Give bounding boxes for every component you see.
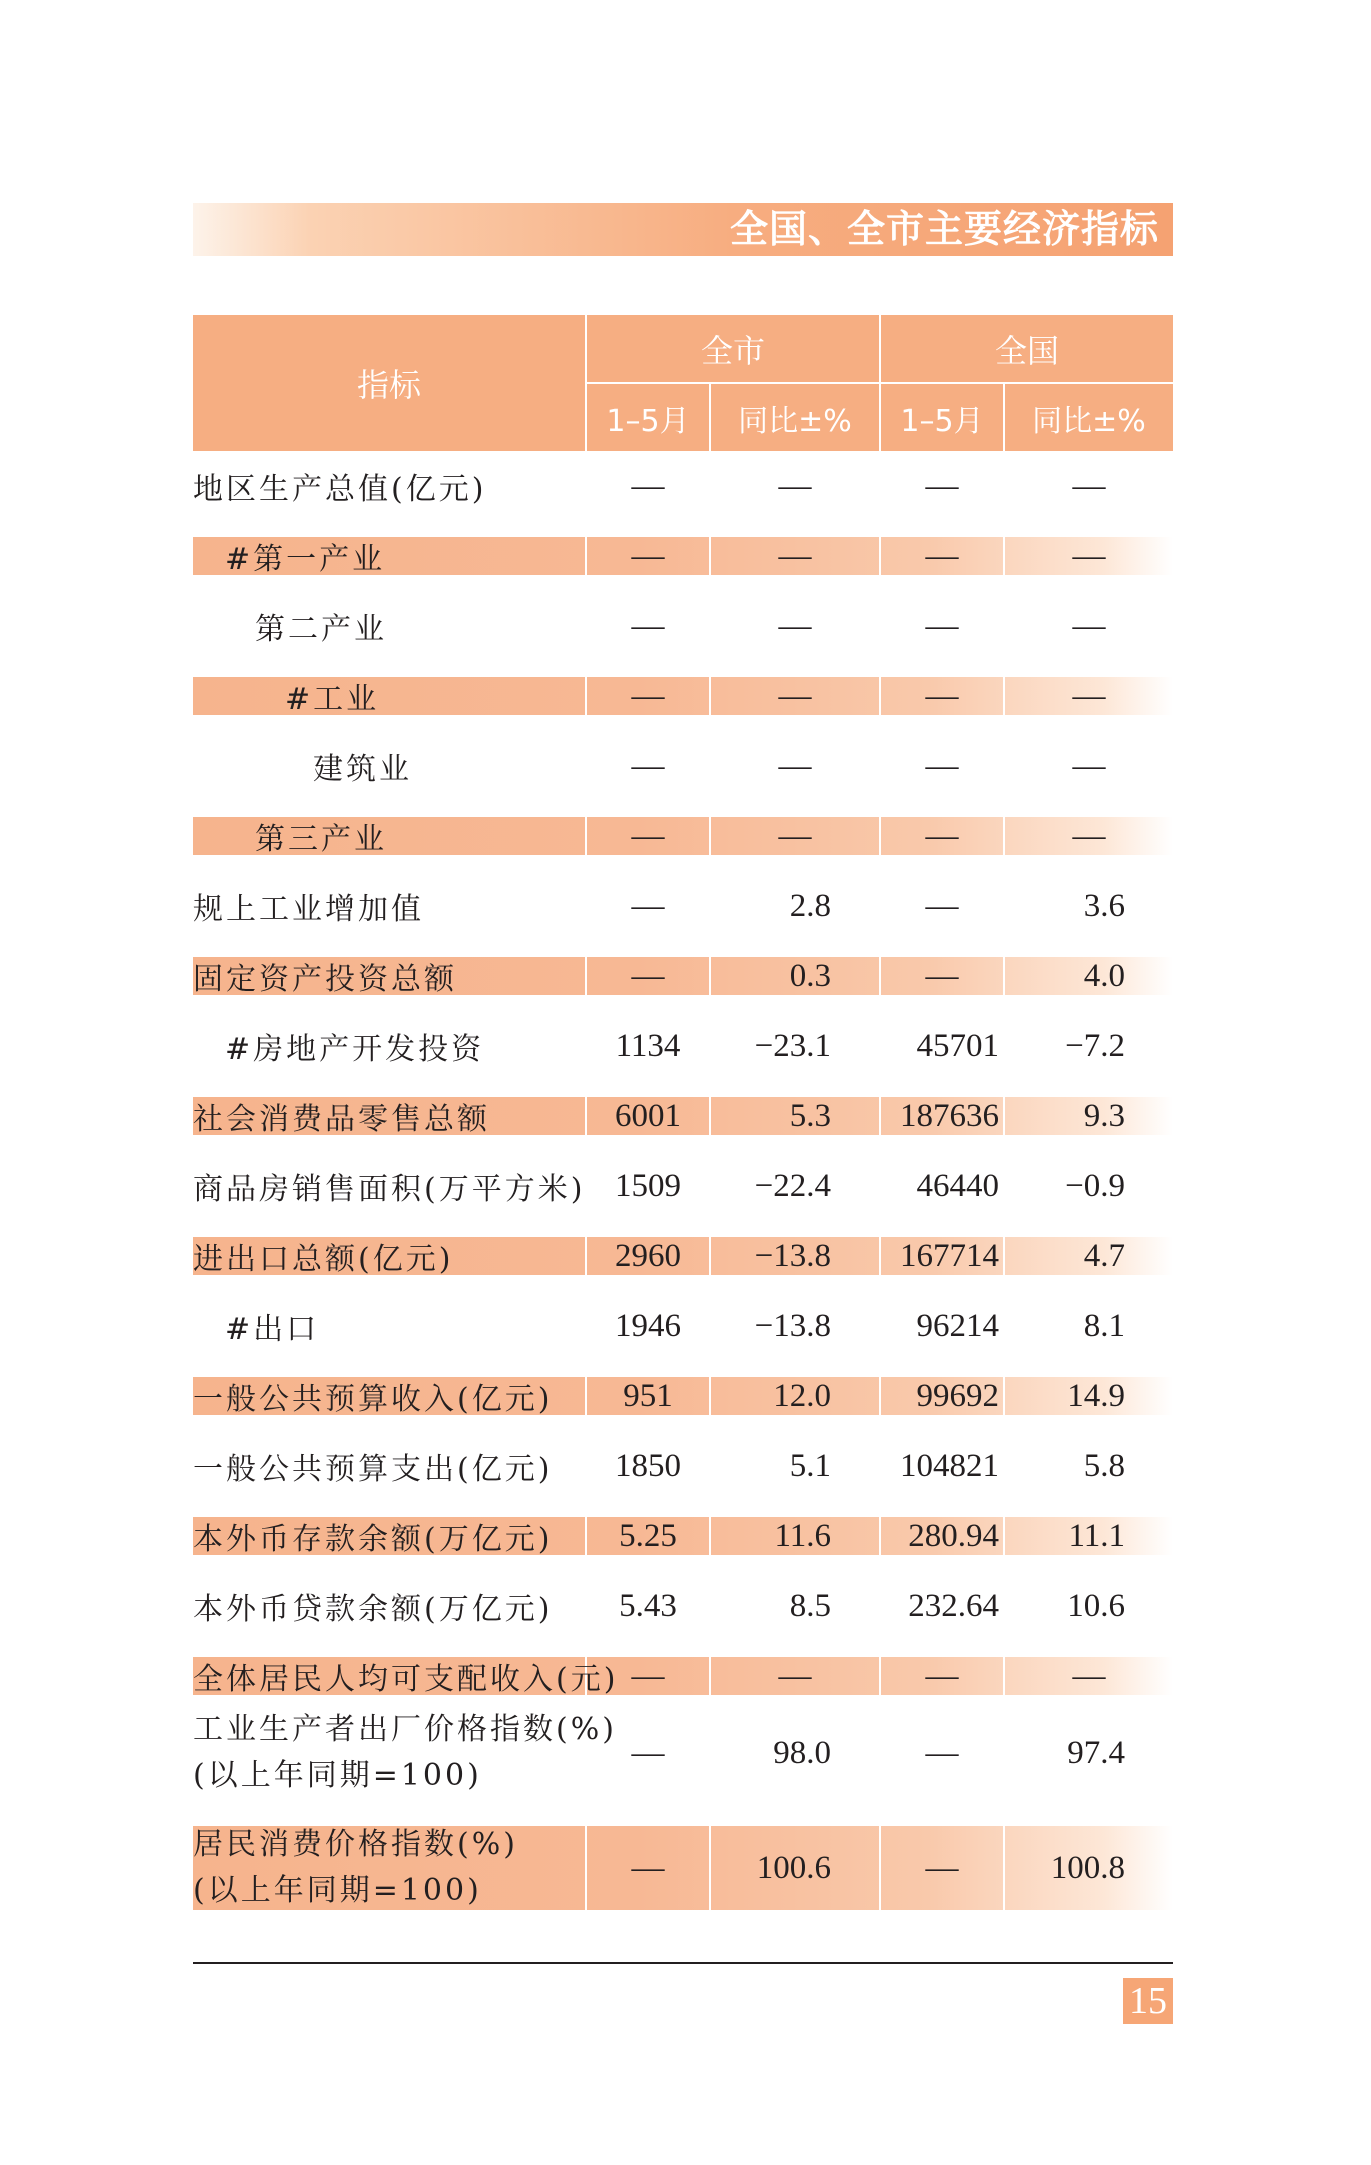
city-yoy-value: — (778, 747, 812, 784)
page-number: 15 (1123, 1978, 1173, 2024)
nation-period-value: 96214 (916, 1307, 999, 1344)
city-period-value: — (631, 1849, 665, 1886)
nation-period-value: — (925, 1849, 959, 1886)
nation-period-value: — (925, 467, 959, 504)
nation-yoy-value: 14.9 (1067, 1377, 1125, 1414)
nation-period-value: — (925, 537, 959, 574)
header-indicator: 指标 (193, 315, 585, 451)
city-yoy-value: 0.3 (789, 957, 831, 994)
table-row (193, 467, 1173, 505)
row-label: #工业 (285, 682, 380, 717)
nation-yoy-value: — (1072, 817, 1106, 854)
table-row (193, 1447, 1173, 1485)
header-nation-period: 1–5月 (881, 384, 1003, 451)
header-nation-yoy: 同比±% (1005, 384, 1173, 451)
city-period-value: 5.25 (619, 1517, 677, 1554)
footer-rule (193, 1962, 1173, 1964)
city-period-value: — (631, 747, 665, 784)
city-yoy-value: — (778, 607, 812, 644)
city-period-value: 1946 (615, 1307, 681, 1344)
row-label-line1: 工业生产者出厂价格指数(%) (193, 1712, 617, 1747)
city-yoy-value: — (778, 817, 812, 854)
nation-yoy-value: 97.4 (1067, 1734, 1125, 1771)
city-period-value: — (631, 537, 665, 574)
nation-yoy-value: — (1072, 677, 1106, 714)
nation-yoy-value: −0.9 (1065, 1167, 1125, 1204)
nation-yoy-value: 4.0 (1083, 957, 1125, 994)
table-row (193, 1657, 1173, 1695)
header-city-period: 1–5月 (587, 384, 709, 451)
row-label: 进出口总额(亿元) (193, 1242, 454, 1277)
city-period-value: — (631, 887, 665, 924)
row-label: 商品房销售面积(万平方米) (193, 1172, 586, 1207)
nation-period-value: — (925, 747, 959, 784)
city-period-value: — (631, 1734, 665, 1771)
table-row (193, 1027, 1173, 1065)
city-yoy-value: 8.5 (789, 1587, 831, 1624)
row-label-line2: (以上年同期=100) (193, 1758, 482, 1793)
table-row (193, 607, 1173, 645)
nation-period-value: 167714 (900, 1237, 999, 1274)
city-yoy-value: — (778, 1657, 812, 1694)
city-period-value: 1134 (615, 1027, 681, 1064)
nation-yoy-value: 8.1 (1083, 1307, 1125, 1344)
row-label: 一般公共预算收入(亿元) (193, 1382, 553, 1417)
row-label: 本外币贷款余额(万亿元) (193, 1592, 553, 1627)
table-row (193, 1237, 1173, 1275)
table-row (193, 1711, 1173, 1795)
nation-yoy-value: 4.7 (1083, 1237, 1125, 1274)
row-label: 规上工业增加值 (193, 892, 424, 927)
row-label: #第一产业 (225, 542, 386, 577)
nation-period-value: 232.64 (908, 1587, 999, 1624)
page-title: 全国、全市主要经济指标 (729, 207, 1159, 251)
table-row (193, 677, 1173, 715)
nation-period-value: — (925, 957, 959, 994)
nation-yoy-value: — (1072, 607, 1106, 644)
row-label: 社会消费品零售总额 (193, 1102, 490, 1137)
city-period-value: — (631, 817, 665, 854)
row-label: #房地产开发投资 (225, 1032, 485, 1067)
city-period-value: — (631, 957, 665, 994)
table-row (193, 1587, 1173, 1625)
nation-period-value: 46440 (916, 1167, 999, 1204)
row-label: 建筑业 (313, 752, 412, 787)
city-yoy-value: −13.8 (754, 1307, 831, 1344)
city-yoy-value: — (778, 467, 812, 504)
nation-yoy-value: 100.8 (1050, 1849, 1125, 1886)
nation-period-value: — (925, 887, 959, 924)
city-yoy-value: — (778, 537, 812, 574)
city-period-value: 6001 (615, 1097, 681, 1134)
nation-yoy-value: — (1072, 747, 1106, 784)
nation-period-value: — (925, 817, 959, 854)
city-yoy-value: 5.3 (789, 1097, 831, 1134)
row-label: #出口 (225, 1312, 320, 1347)
row-label: 地区生产总值(亿元) (193, 472, 487, 507)
row-label: 一般公共预算支出(亿元) (193, 1452, 553, 1487)
nation-period-value: — (925, 677, 959, 714)
header-nation: 全国 (881, 315, 1173, 382)
city-yoy-value: — (778, 677, 812, 714)
nation-yoy-value: 11.1 (1068, 1517, 1125, 1554)
city-period-value: 1850 (615, 1447, 681, 1484)
city-period-value: — (631, 607, 665, 644)
nation-period-value: 104821 (900, 1447, 999, 1484)
row-label: 第二产业 (255, 612, 387, 647)
nation-yoy-value: — (1072, 467, 1106, 504)
table-row (193, 817, 1173, 855)
nation-period-value: — (925, 1734, 959, 1771)
city-yoy-value: −23.1 (754, 1027, 831, 1064)
nation-yoy-value: 10.6 (1067, 1587, 1125, 1624)
city-yoy-value: 11.6 (774, 1517, 831, 1554)
city-yoy-value: −22.4 (754, 1167, 831, 1204)
city-yoy-value: 12.0 (773, 1377, 831, 1414)
nation-period-value: — (925, 607, 959, 644)
row-label-line2: (以上年同期=100) (193, 1873, 482, 1908)
nation-period-value: 187636 (900, 1097, 999, 1134)
table-header (193, 315, 1173, 451)
city-period-value: — (631, 467, 665, 504)
row-label: 全体居民人均可支配收入(元) (193, 1662, 619, 1697)
nation-yoy-value: −7.2 (1065, 1027, 1125, 1064)
table-row (193, 1517, 1173, 1555)
table-row (193, 1307, 1173, 1345)
nation-period-value: 99692 (916, 1377, 999, 1414)
header-city-yoy: 同比±% (711, 384, 879, 451)
header-city: 全市 (587, 315, 879, 382)
city-period-value: 1509 (615, 1167, 681, 1204)
nation-period-value: 280.94 (908, 1517, 999, 1554)
city-yoy-value: 2.8 (789, 887, 831, 924)
table-row (193, 537, 1173, 575)
table-row (193, 1377, 1173, 1415)
nation-yoy-value: — (1072, 537, 1106, 574)
table-row (193, 957, 1173, 995)
city-period-value: 951 (623, 1377, 673, 1414)
city-period-value: 5.43 (619, 1587, 677, 1624)
row-label-line1: 居民消费价格指数(%) (193, 1827, 518, 1862)
city-period-value: 2960 (615, 1237, 681, 1274)
city-period-value: — (631, 677, 665, 714)
row-label: 固定资产投资总额 (193, 962, 457, 997)
nation-yoy-value: 5.8 (1083, 1447, 1125, 1484)
table-row (193, 887, 1173, 925)
nation-period-value: — (925, 1657, 959, 1694)
title-bar (193, 203, 1173, 256)
table-row (193, 1826, 1173, 1910)
row-label (193, 1711, 617, 1795)
city-yoy-value: 100.6 (756, 1849, 831, 1886)
nation-yoy-value: 3.6 (1083, 887, 1125, 924)
city-period-value: — (631, 1657, 665, 1694)
nation-period-value: 45701 (916, 1027, 999, 1064)
table-row (193, 1167, 1173, 1205)
nation-yoy-value: 9.3 (1083, 1097, 1125, 1134)
city-yoy-value: −13.8 (754, 1237, 831, 1274)
row-label (193, 1826, 518, 1910)
table-row (193, 1097, 1173, 1135)
city-yoy-value: 98.0 (773, 1734, 831, 1771)
city-yoy-value: 5.1 (789, 1447, 831, 1484)
table-row (193, 747, 1173, 785)
row-label: 第三产业 (255, 822, 387, 857)
nation-yoy-value: — (1072, 1657, 1106, 1694)
row-label: 本外币存款余额(万亿元) (193, 1522, 553, 1557)
